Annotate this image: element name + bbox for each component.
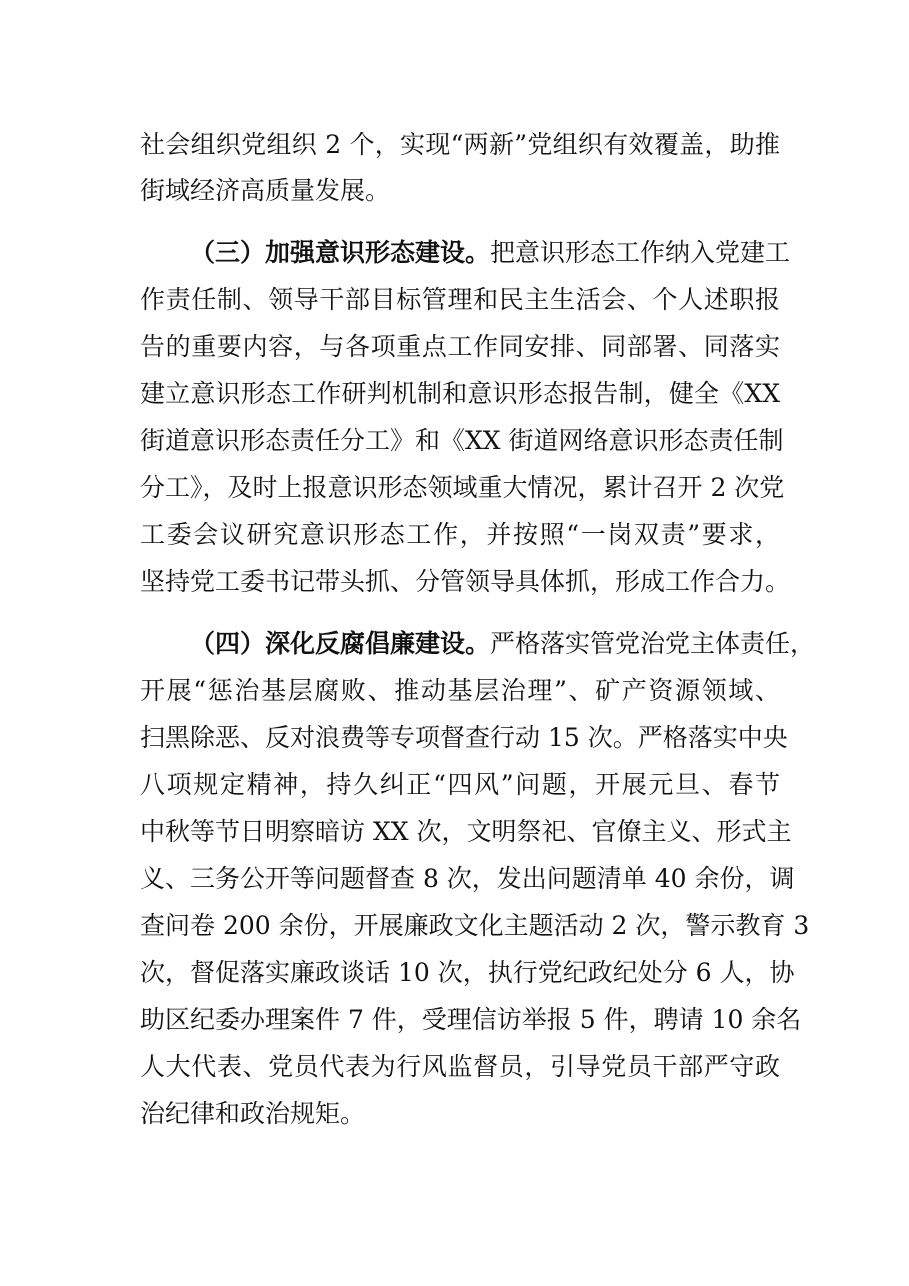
paragraph-1-line-1: 社会组织党组织 2 个，实现“两新”党组织有效覆盖，助推 — [140, 130, 780, 159]
paragraph-3-line-4: 八项规定精神，持久纠正“四风”问题，开展元旦、春节 — [140, 770, 780, 799]
paragraph-3-line-8: 次，督促落实廉政谈话 10 次，执行党纪政纪处分 6 人，协 — [140, 958, 795, 987]
section-heading-4: （四）深化反腐倡廉建设。 — [190, 629, 491, 658]
paragraph-2-line-7: 工委会议研究意识形态工作，并按照“一岗双责”要求， — [140, 520, 780, 549]
paragraph-2-line-6: 分工》，及时上报意识形态领域重大情况，累计召开 2 次党 — [140, 473, 785, 502]
paragraph-3-first-line-rest: 严格落实管党治党主体责任， — [490, 629, 816, 658]
paragraph-3-line-2: 开展“惩治基层腐败、推动基层治理”、矿产资源领域、 — [140, 676, 780, 705]
paragraph-3-line-9: 助区纪委办理案件 7 件，受理信访举报 5 件，聘请 10 余名 — [140, 1005, 802, 1034]
section-heading-3: （三）加强意识形态建设。 — [190, 238, 491, 267]
paragraph-3-line-5: 中秋等节日明察暗访 XX 次，文明祭祀、官僚主义、形式主 — [140, 817, 792, 846]
paragraph-3-first-line — [190, 625, 816, 663]
paragraph-2-first-line-rest: 把意识形态工作纳入党建工 — [490, 238, 791, 267]
paragraph-3-line-11: 治纪律和政治规矩。 — [140, 1099, 366, 1128]
paragraph-2-line-8: 坚持党工委书记带头抓、分管领导具体抓，形成工作合力。 — [140, 567, 791, 596]
paragraph-2-line-4: 建立意识形态工作研判机制和意识形态报告制，健全《XX — [140, 379, 780, 408]
paragraph-2-line-2: 作责任制、领导干部目标管理和民主生活会、个人述职报 — [140, 285, 780, 314]
paragraph-2-line-5: 街道意识形态责任分工》和《XX 街道网络意识形态责任制 — [140, 426, 784, 455]
paragraph-3-line-7: 查问卷 200 余份，开展廉政文化主题活动 2 次，警示教育 3 — [140, 911, 810, 940]
paragraph-3-line-6: 义、三务公开等问题督查 8 次，发出问题清单 40 余份，调 — [140, 864, 795, 893]
paragraph-2-first-line — [190, 234, 791, 272]
paragraph-3-line-3: 扫黑除恶、反对浪费等专项督查行动 15 次。严格落实中央 — [140, 723, 788, 752]
paragraph-1-line-2: 街域经济高质量发展。 — [140, 176, 391, 205]
paragraph-3-line-10: 人大代表、党员代表为行风监督员，引导党员干部严守政 — [140, 1052, 780, 1081]
paragraph-2-line-3: 告的重要内容，与各项重点工作同安排、同部署、同落实 — [140, 332, 780, 361]
